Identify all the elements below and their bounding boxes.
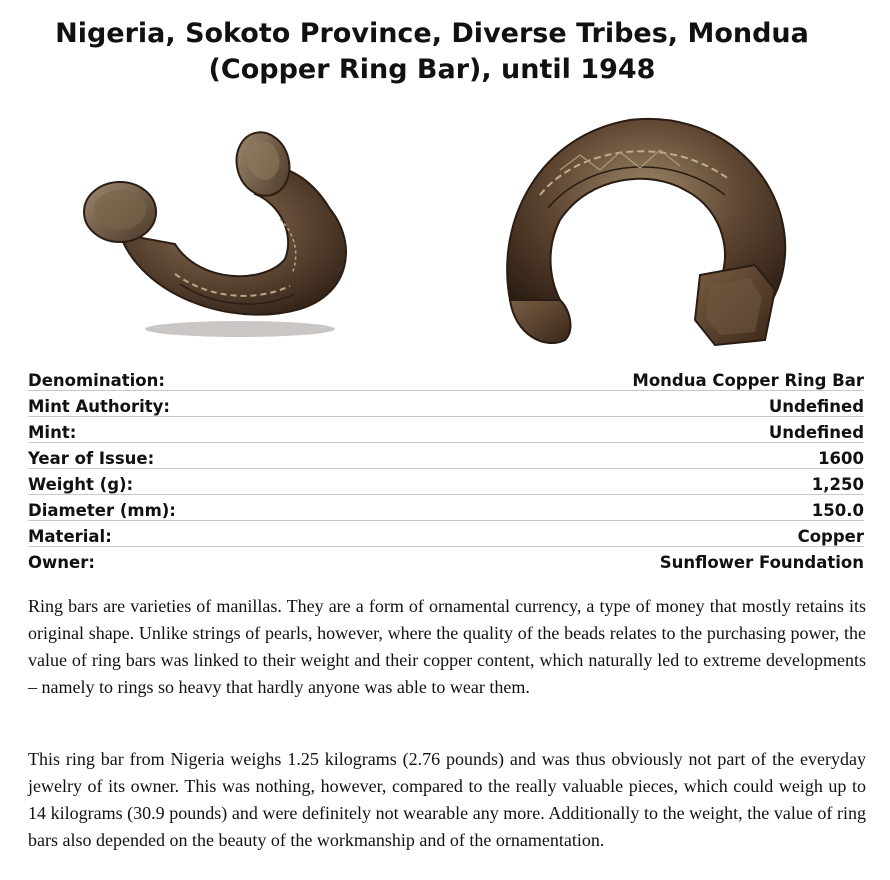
spec-label: Weight (g): [28, 469, 354, 495]
spec-row [28, 417, 864, 443]
spec-value: Sunflower Foundation [659, 553, 864, 572]
spec-value: Undefined [354, 417, 864, 443]
spec-row [28, 443, 864, 469]
spec-value: 150.0 [354, 495, 864, 521]
spec-row [28, 521, 864, 547]
spec-value: Copper [354, 521, 864, 547]
spec-label: Year of Issue: [28, 443, 354, 469]
ring-bar-photo-back [500, 100, 790, 358]
photo-row [0, 100, 890, 360]
spec-value: 1600 [354, 443, 864, 469]
spec-label: Mint Authority: [28, 391, 354, 417]
specs-table [28, 365, 864, 572]
spec-value: Undefined [354, 391, 864, 417]
spec-row [28, 495, 864, 521]
spec-label: Owner: [28, 553, 95, 572]
description-paragraph-2: This ring bar from Nigeria weighs 1.25 kilograms (2.76 pounds) and was thus obviously not part of the everyday jewelry of its owner. This was nothing, however, compared to the really valuable pieces, which could weigh up to 14 kilograms (30.9 pounds) and were definitely not wearable any more. Additionally to the weight, the value of ring bars also depended on the beauty of the workmanship and of the ornamentation. [28, 749, 866, 850]
spec-label: Diameter (mm): [28, 495, 354, 521]
spec-row [28, 365, 864, 391]
description-paragraph-1: Ring bars are varieties of manillas. They are a form of ornamental currency, a type of money that mostly retains its original shape. Unlike strings of pearls, however, where the quality of the beads relates to the purchasing power, the value of ring bars was linked to their weight and their copper content, which naturally led to extreme developments – namely to rings so heavy that hardly anyone was able to wear them. [28, 596, 866, 697]
spec-row [28, 547, 864, 573]
spec-label: Denomination: [28, 365, 354, 391]
ring-bar-photo-front [80, 124, 360, 344]
spec-row [28, 391, 864, 417]
spec-value: 1,250 [354, 469, 864, 495]
spec-value: Mondua Copper Ring Bar [354, 365, 864, 391]
spec-row [28, 469, 864, 495]
spec-label: Mint: [28, 417, 354, 443]
title-line-2: (Copper Ring Bar), until 1948 [208, 54, 656, 85]
title-line-1: Nigeria, Sokoto Province, Diverse Tribes, Mondua [55, 18, 809, 49]
page-title [0, 16, 864, 88]
spec-label: Material: [28, 521, 354, 547]
